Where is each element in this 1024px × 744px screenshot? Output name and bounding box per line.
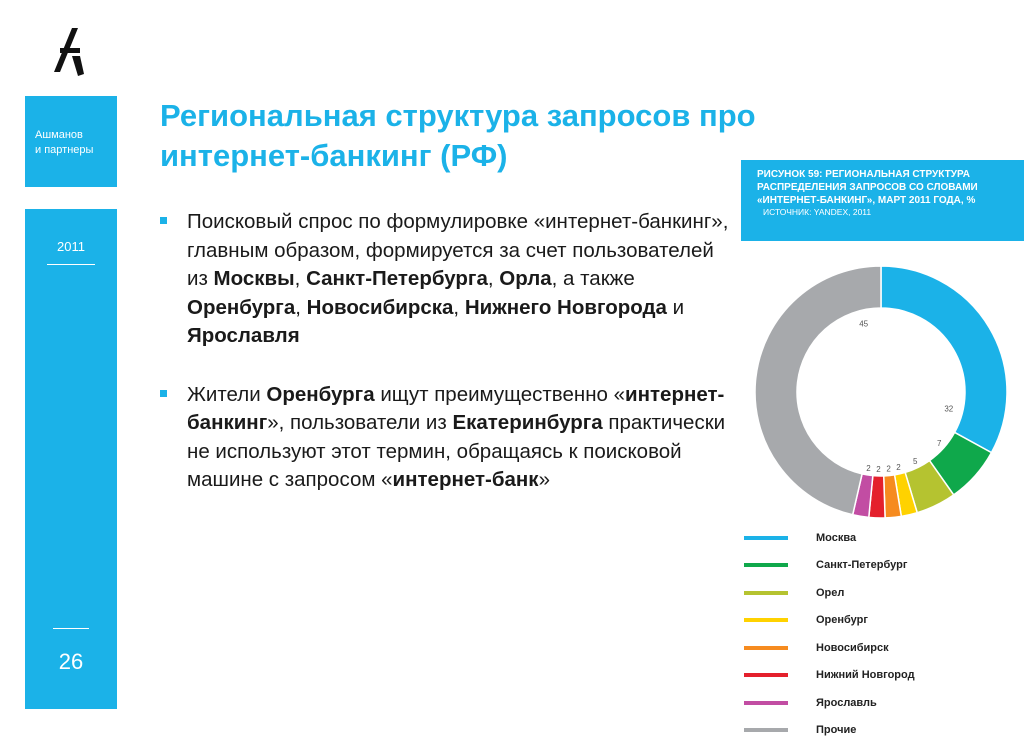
bullet1-text-7: и bbox=[667, 296, 684, 319]
donut-value-label-6: 2 bbox=[876, 465, 881, 474]
donut-value-label-2: 7 bbox=[937, 439, 942, 448]
legend-item-2 bbox=[744, 552, 915, 580]
bullet-item-1 bbox=[160, 208, 730, 351]
donut-chart bbox=[740, 265, 1020, 525]
bullet1-text-4: , а также bbox=[552, 267, 635, 290]
bullet2-text-5: » bbox=[539, 468, 550, 491]
bullet1-bold-7: Ярославля bbox=[187, 324, 300, 347]
legend-item-8 bbox=[744, 717, 915, 744]
bullet1-bold-1: Москвы bbox=[214, 267, 295, 290]
donut-slice-1 bbox=[881, 266, 1007, 453]
legend-label: Орел bbox=[816, 587, 844, 599]
bullet1-text-2: , bbox=[295, 267, 306, 290]
slide-title: Региональная структура запросов про интернет-банкинг (РФ) bbox=[160, 96, 860, 176]
bullet1-bold-4: Оренбурга bbox=[187, 296, 295, 319]
legend-label: Нижний Новгород bbox=[816, 669, 915, 681]
figure-title: РИСУНОК 59: РЕГИОНАЛЬНАЯ СТРУКТУРА РАСПРЕДЕЛЕНИЯ ЗАПРОСОВ СО СЛОВАМИ «ИНТЕРНЕТ-БАНКИНГ», МАРТ 2011 ГОДА, % bbox=[757, 168, 1014, 207]
bullet2-text-1: Жители bbox=[187, 383, 266, 406]
brand-name-line1: Ашманов bbox=[35, 128, 117, 143]
legend-item-1 bbox=[744, 524, 915, 552]
page-number: 26 bbox=[25, 649, 117, 675]
brand-box bbox=[25, 96, 117, 187]
bullet1-text-1: Поисковый спрос по формулировке «интернет-банкинг», главным образом, формируется за счет пользователей из bbox=[187, 210, 728, 290]
bullet-marker bbox=[160, 390, 167, 397]
bullet2-bold-1: Оренбурга bbox=[266, 383, 374, 406]
legend-label: Ярославль bbox=[816, 697, 877, 709]
legend-swatch bbox=[744, 618, 788, 622]
bullet1-text-6: , bbox=[453, 296, 464, 319]
donut-value-label-8: 45 bbox=[859, 319, 868, 328]
bullet-marker bbox=[160, 217, 167, 224]
donut-value-label-7: 2 bbox=[866, 464, 871, 473]
bullet2-text-2: ищут преимущественно « bbox=[375, 383, 625, 406]
sidebar-divider-top bbox=[47, 264, 95, 265]
donut-value-label-5: 2 bbox=[886, 465, 891, 474]
figure-caption bbox=[741, 160, 1024, 241]
bullet-item-2 bbox=[160, 381, 730, 495]
chart-legend bbox=[744, 524, 915, 744]
bullet2-text-4: практически не используют этот термин, обращаясь к поисковой машине с запросом « bbox=[187, 411, 725, 491]
legend-label: Прочие bbox=[816, 724, 856, 736]
legend-label: Санкт-Петербург bbox=[816, 559, 907, 571]
bullet2-bold-2: интернет-банкинг bbox=[187, 383, 724, 435]
bullet2-text-3: », пользователи из bbox=[267, 411, 452, 434]
legend-swatch bbox=[744, 646, 788, 650]
donut-value-label-1: 32 bbox=[944, 405, 953, 414]
figure-source: ИСТОЧНИК: YANDEX, 2011 bbox=[757, 207, 1014, 218]
legend-item-5 bbox=[744, 634, 915, 662]
legend-swatch bbox=[744, 673, 788, 677]
legend-label: Новосибирск bbox=[816, 642, 889, 654]
legend-label: Оренбург bbox=[816, 614, 868, 626]
legend-swatch bbox=[744, 536, 788, 540]
legend-swatch bbox=[744, 701, 788, 705]
legend-item-3 bbox=[744, 579, 915, 607]
bullet2-bold-3: Екатеринбурга bbox=[452, 411, 602, 434]
legend-swatch bbox=[744, 728, 788, 732]
legend-label: Москва bbox=[816, 532, 856, 544]
legend-item-7 bbox=[744, 689, 915, 717]
bullet1-bold-5: Новосибирска bbox=[307, 296, 454, 319]
donut-value-label-4: 2 bbox=[896, 463, 901, 472]
bullet1-bold-6: Нижнего Новгорода bbox=[465, 296, 667, 319]
brand-logo-icon bbox=[48, 24, 92, 80]
legend-item-6 bbox=[744, 662, 915, 690]
legend-swatch bbox=[744, 591, 788, 595]
bullet1-bold-2: Санкт-Петербурга bbox=[306, 267, 488, 290]
donut-value-label-3: 5 bbox=[913, 457, 918, 466]
bullet1-text-5: , bbox=[295, 296, 306, 319]
bullet2-bold-4: интернет-банк bbox=[393, 468, 539, 491]
brand-name-line2: и партнеры bbox=[35, 143, 117, 158]
bullet1-text-3: , bbox=[488, 267, 499, 290]
bullet-list bbox=[160, 208, 730, 495]
sidebar-divider-bottom bbox=[53, 628, 89, 629]
bullet1-bold-3: Орла bbox=[499, 267, 551, 290]
legend-swatch bbox=[744, 563, 788, 567]
sidebar bbox=[25, 209, 117, 709]
sidebar-year: 2011 bbox=[25, 239, 117, 254]
legend-item-4 bbox=[744, 607, 915, 635]
